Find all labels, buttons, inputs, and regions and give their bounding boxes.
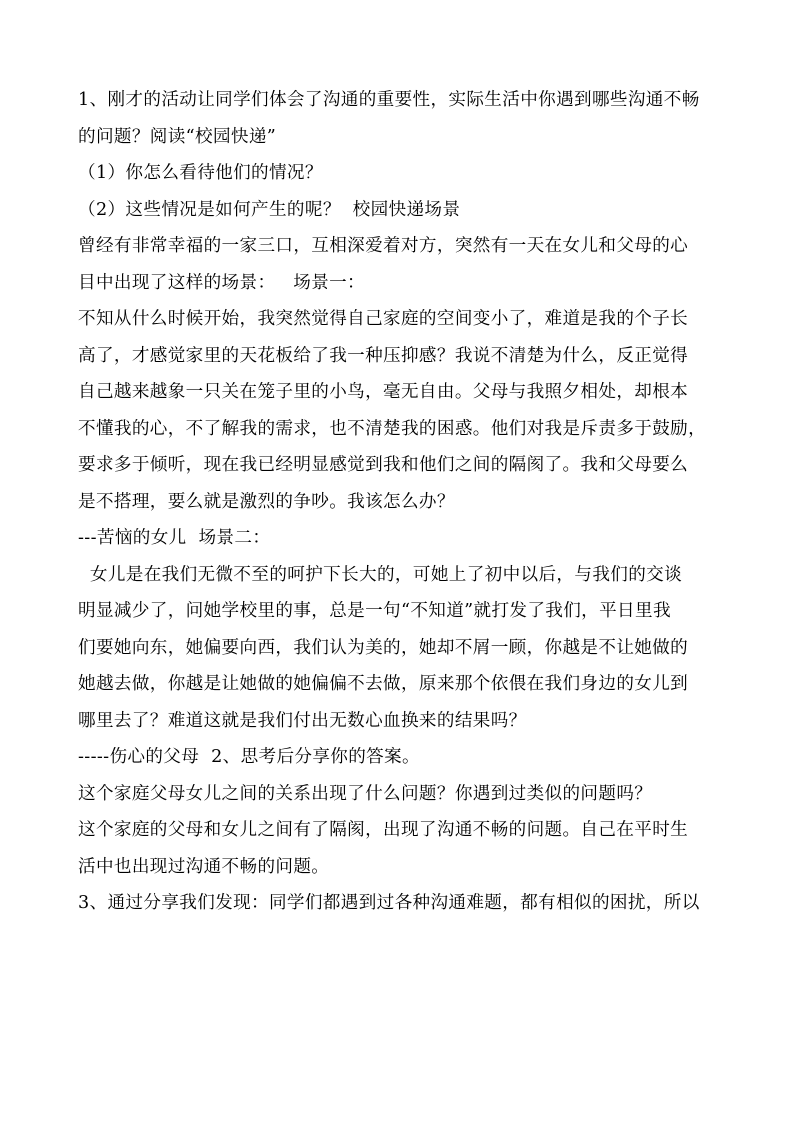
scene-1-signature: ---苦恼的女儿 场景二： [78, 528, 271, 548]
sub-question-2: （2）这些情况是如何产生的呢？ 校园快递场景 [78, 199, 461, 220]
scene-2-line: 哪里去了？难道这就是我们付出无数心血换来的结果吗？ [78, 710, 527, 731]
answer-line: 活中也出现过沟通不畅的问题。 [78, 856, 330, 877]
body-text [78, 82, 738, 922]
scene-1-line: 不懂我的心，不了解我的需求，也不清楚我的困惑。他们对我是斥责多于鼓励， [78, 418, 707, 439]
story-intro-line: 曾经有非常幸福的一家三口，互相深爱着对方，突然有一天在女儿和父母的心 [78, 236, 689, 256]
scene-2-signature: -----伤心的父母 2、思考后分享你的答案。 [78, 747, 421, 767]
question-3-line: 3、通过分享我们发现：同学们都遇到过各种沟通难题，都有相似的困扰，所以 [78, 893, 700, 913]
sub-question-1: （1）你怎么看待他们的情况？ [78, 163, 323, 183]
question-2-prompt: 这个家庭父母女儿之间的关系出现了什么问题？你遇到过类似的问题吗？ [78, 783, 653, 804]
scene-2-line: 们要她向东，她偏要向西，我们认为美的，她却不屑一顾，你越是不让她做的 [78, 637, 689, 658]
question-1-line: 1、刚才的活动让同学们体会了沟通的重要性，实际生活中你遇到哪些沟通不畅 [78, 90, 700, 110]
scene-1-line: 高了，才感觉家里的天花板给了我一种压抑感？我说不清楚为什么，反正觉得 [78, 345, 689, 366]
scene-2-line: 明显减少了，问她学校里的事，总是一句“不知道”就打发了我们，平日里我 [78, 601, 671, 621]
scene-1-line: 要求多于倾听，现在我已经明显感觉到我和他们之间的隔阂了。我和父母要么 [78, 455, 689, 475]
story-intro-line: 目中出现了这样的场景： 场景一： [78, 272, 365, 293]
question-1-line: 的问题？阅读“校园快递” [78, 126, 277, 147]
scene-1-line: 不知从什么时候开始，我突然觉得自己家庭的空间变小了，难道是我的个子长 [78, 309, 689, 329]
scene-2-line: 女儿是在我们无微不至的呵护下长大的，可她上了初中以后，与我们的交谈 [78, 564, 683, 585]
scene-2-line: 她越去做，你越是让她做的她偏偏不去做，原来那个依偎在我们身边的女儿到 [78, 674, 689, 694]
answer-line: 这个家庭的父母和女儿之间有了隔阂，出现了沟通不畅的问题。自己在平时生 [78, 820, 689, 840]
scene-1-line: 自己越来越象一只关在笼子里的小鸟，毫无自由。父母与我照夕相处，却根本 [78, 382, 689, 402]
scene-1-line: 是不搭理，要么就是激烈的争吵。我该怎么办？ [78, 491, 455, 512]
